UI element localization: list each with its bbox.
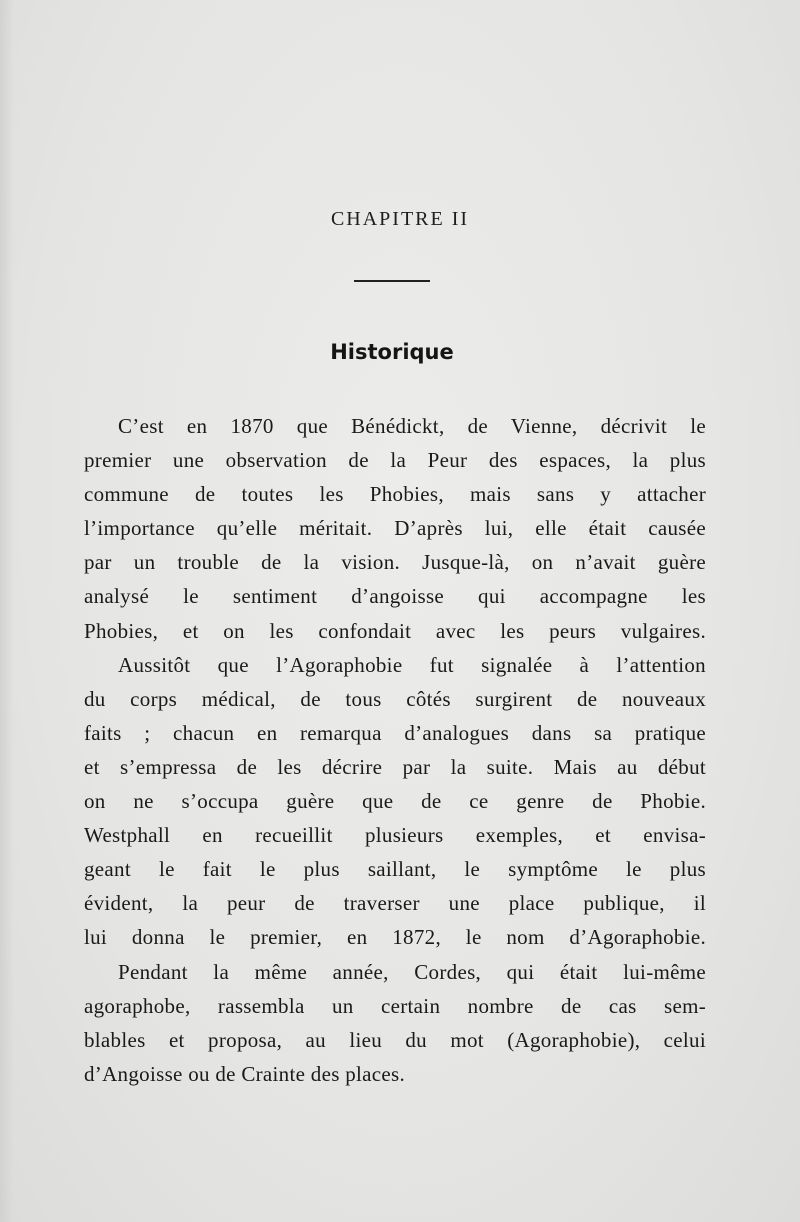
text-line: Pendant la même année, Cordes, qui était lui-même <box>118 959 706 984</box>
text-line: commune de toutes les Phobies, mais sans y attacher <box>84 482 706 507</box>
section-title: Historique <box>330 340 454 364</box>
chapter-heading: CHAPITRE II <box>330 208 470 230</box>
text-line: du corps médical, de tous côtés surgirent de nouveaux <box>84 686 706 711</box>
text-line: C’est en 1870 que Bénédickt, de Vienne, décrivit le <box>118 414 706 438</box>
text-line: Aussitôt que l’Agoraphobie fut signalée à l’attention <box>118 652 706 677</box>
text-line: blables et proposa, au lieu du mot (Agoraphobie), celui <box>84 1027 706 1052</box>
paragraph-2 <box>84 648 706 955</box>
text-line: d’Angoisse ou de Crainte des places. <box>84 1061 406 1086</box>
text-line: geant le fait le plus saillant, le symptôme le plus <box>84 857 706 882</box>
heading-rule <box>354 280 430 282</box>
text-line: par un trouble de la vision. Jusque-là, on n’avait guère <box>84 550 706 575</box>
paragraph-3 <box>84 955 706 1091</box>
text-line: évident, la peur de traverser une place publique, il <box>84 891 706 916</box>
text-line: on ne s’occupa guère que de ce genre de Phobie. <box>84 789 706 814</box>
page-gutter-shadow <box>0 0 14 1222</box>
text-line: analysé le sentiment d’angoisse qui accompagne les <box>84 584 706 609</box>
text-line: agoraphobe, rassembla un certain nombre de cas sem- <box>84 993 706 1018</box>
text-line: Phobies, et on les confondait avec les peurs vulgaires. <box>84 618 706 643</box>
text-line: l’importance qu’elle méritait. D’après lui, elle était causée <box>84 516 706 541</box>
paragraph-1 <box>84 409 706 648</box>
text-line: faits ; chacun en remarqua d’analogues dans sa pratique <box>84 720 706 745</box>
body-text <box>84 409 706 1091</box>
text-line: Westphall en recueillit plusieurs exemples, et envisa- <box>84 823 706 848</box>
text-line: lui donna le premier, en 1872, le nom d’Agoraphobie. <box>84 925 706 950</box>
text-line: et s’empressa de les décrire par la suite. Mais au début <box>84 754 706 779</box>
text-line: premier une observation de la Peur des espaces, la plus <box>84 448 706 473</box>
